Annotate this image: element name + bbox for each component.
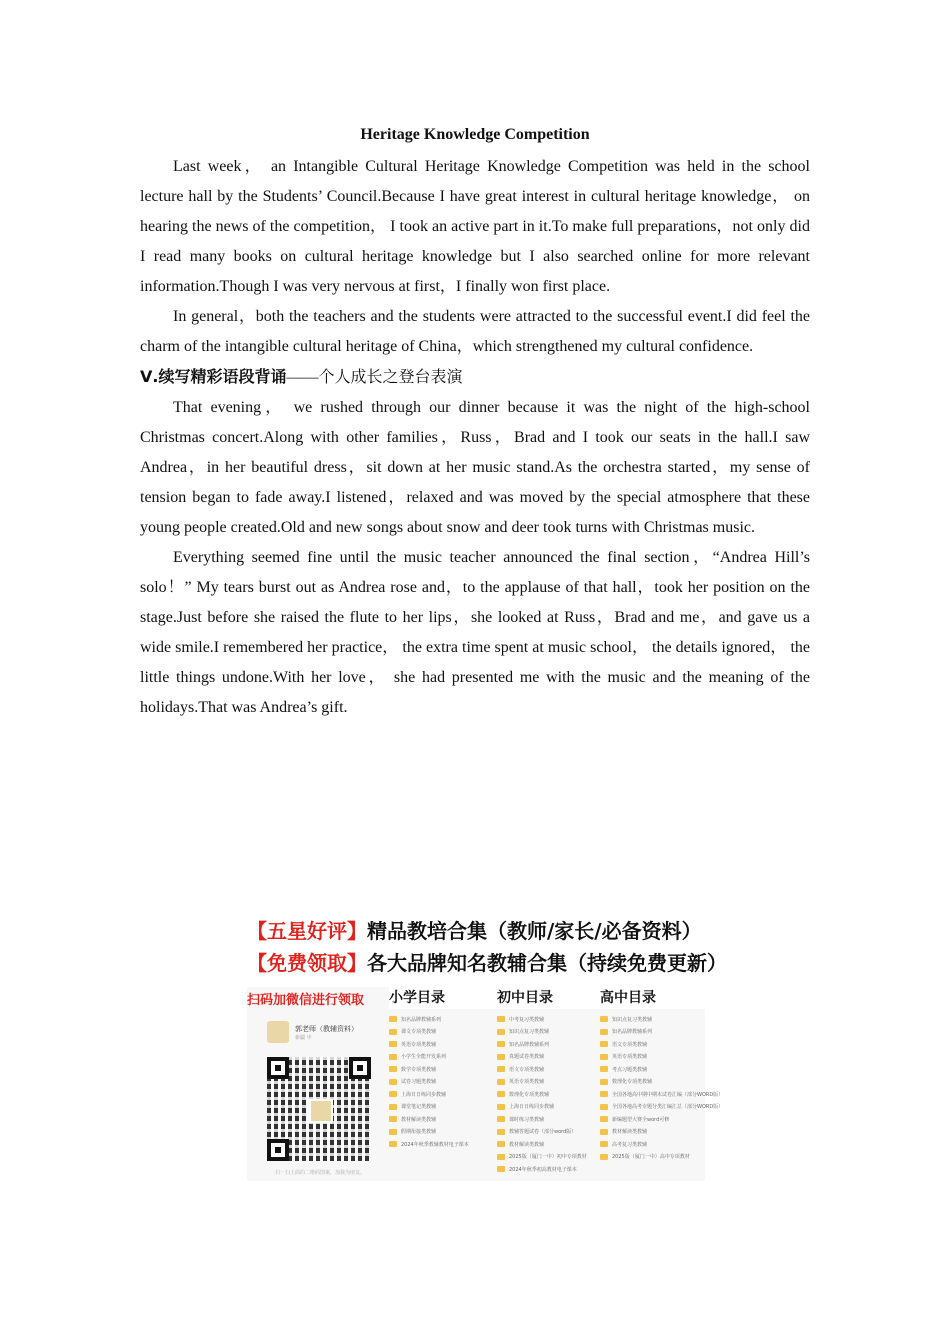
folder-label: 知名品牌教辅系列 <box>509 1041 550 1048</box>
folder-item[interactable] <box>497 1051 600 1064</box>
folder-label: 教材解读类教辅 <box>401 1116 437 1123</box>
folder-list <box>600 1009 724 1181</box>
folder-label: 教材解读类教辅 <box>509 1141 545 1148</box>
folder-item[interactable] <box>497 1126 600 1139</box>
qr-finder-top-left <box>267 1057 289 1079</box>
qr-finder-top-right <box>349 1057 371 1079</box>
folder-label: 上海日日练同步教辅 <box>401 1091 447 1098</box>
folder-item[interactable] <box>497 1088 600 1101</box>
folder-item[interactable] <box>497 1038 600 1051</box>
folder-icon <box>389 1029 397 1035</box>
folder-icon <box>497 1154 505 1160</box>
folder-icon <box>600 1054 608 1060</box>
folder-item[interactable] <box>389 1113 497 1126</box>
folder-list <box>497 1009 600 1181</box>
column-heading: 初中目录 <box>497 990 553 1006</box>
avatar <box>267 1021 289 1043</box>
folder-icon <box>600 1041 608 1047</box>
folder-icon <box>497 1141 505 1147</box>
folder-icon <box>497 1129 505 1135</box>
folder-label: 英语专项类教辅 <box>509 1079 545 1086</box>
folder-label: 数理化专项类教辅 <box>509 1091 550 1098</box>
folder-item[interactable] <box>497 1063 600 1076</box>
folder-label: 数理化专项类教辅 <box>612 1079 653 1086</box>
folder-icon <box>600 1104 608 1110</box>
promo-banner <box>247 915 727 1181</box>
folder-icon <box>497 1041 505 1047</box>
scan-label: 扫码加微信进行领取 <box>247 993 365 1008</box>
folder-label: 小学生全能开发系列 <box>401 1054 447 1061</box>
folder-icon <box>497 1079 505 1085</box>
folder-item[interactable] <box>389 1051 497 1064</box>
qr-hint: 扫一扫上面的二维码图案，加我为朋友。 <box>275 1170 366 1176</box>
folder-label: 知名品牌教辅系列 <box>612 1029 653 1036</box>
folder-item[interactable] <box>600 1038 705 1051</box>
folder-icon <box>600 1141 608 1147</box>
folder-icon <box>389 1016 397 1022</box>
folder-label: 中考复习类教辅 <box>509 1016 545 1023</box>
paragraph: Last week， an Intangible Cultural Heritage Knowledge Competition was held in the school lecture hall by the Students’ Council.Because I have great interest in cultural heritage knowledge， on hearing the news of the competition， I took an active part in it.To make full preparations，not only did I read many books on cultural heritage knowledge but I also searched online for more relevant information.Though I was very nervous at first，I finally won first place. <box>140 158 810 295</box>
folder-item[interactable] <box>497 1101 600 1114</box>
folder-item[interactable] <box>600 1088 724 1101</box>
folder-label: 数学专项类教辅 <box>401 1066 437 1073</box>
folder-item[interactable] <box>600 1076 705 1089</box>
folder-label: 知识点复习类教辅 <box>612 1016 653 1023</box>
folder-label: 2024年秋季教辅教材电子课本 <box>401 1141 469 1148</box>
folder-label: 语文专项类教辅 <box>612 1041 648 1048</box>
folder-icon <box>497 1066 505 1072</box>
folder-item[interactable] <box>497 1138 600 1151</box>
folder-item[interactable] <box>600 1151 705 1164</box>
column-high <box>600 987 724 1181</box>
paragraph: Everything seemed fine until the music teacher announced the final section，“Andrea Hill’s solo！” My tears burst out as Andrea rose and，to the applause of that hall，took her position on the stage.Just before she raised the flute to her lips，she looked at Russ，Brad and me，and gave us a wide smile.I remembered her practice， the extra time spent at music school， the details ignored， the little things undone.With her love， she had presented me with the music and the meaning of the holidays.That was Andrea’s gift. <box>140 549 810 716</box>
folder-item[interactable] <box>600 1051 705 1064</box>
document-body <box>140 124 810 723</box>
folder-label: 2025版（厦门一中）高中专项教材 <box>612 1154 690 1161</box>
folder-icon <box>497 1116 505 1122</box>
folder-label: 教材解读类教辅 <box>612 1129 648 1136</box>
contact-region: 新疆 中 <box>295 1034 312 1041</box>
section-heading-bold: Ⅴ.续写精彩语段背诵 <box>140 367 287 386</box>
folder-item[interactable] <box>389 1126 497 1139</box>
folder-item[interactable] <box>389 1076 497 1089</box>
paragraph: That evening， we rushed through our dinner because it was the night of the high-school Christmas concert.Along with other families，Russ，Brad and I took our seats in the hall.I saw Andrea，in her beautiful dress，sit down at her music stand.As the orchestra started，my sense of tension began to fade away.I listened，relaxed and was moved by the special atmosphere that these young people created.Old and new songs about snow and deer took turns with Christmas music. <box>140 399 810 536</box>
folder-icon <box>389 1141 397 1147</box>
folder-label: 英语专项类教辅 <box>612 1054 648 1061</box>
folder-item[interactable] <box>389 1101 497 1114</box>
folder-label: 课时练习类教辅 <box>509 1116 545 1123</box>
qr-center-logo <box>309 1099 333 1123</box>
folder-label: 上海日日练同步教辅 <box>509 1104 555 1111</box>
folder-icon <box>600 1116 608 1122</box>
folder-icon <box>600 1066 608 1072</box>
folder-item[interactable] <box>497 1013 600 1026</box>
folder-label: 课文专项类教辅 <box>401 1029 437 1036</box>
folder-label: 考点习题类教辅 <box>612 1066 648 1073</box>
folder-item[interactable] <box>389 1013 497 1026</box>
folder-label: 高考复习类教辅 <box>612 1141 648 1148</box>
promo-text-1: 精品教培合集（教师/家长/必备资料） <box>367 919 702 943</box>
folder-label: 全国各地高考专题分类汇编汇总（部分WORD版） <box>612 1104 724 1111</box>
promo-line-2 <box>247 947 727 979</box>
promo-red-label-1: 【五星好评】 <box>247 919 367 943</box>
folder-item[interactable] <box>497 1026 600 1039</box>
folder-list <box>389 1009 497 1181</box>
folder-label: 假期衔接类教辅 <box>401 1129 437 1136</box>
folder-icon <box>389 1091 397 1097</box>
folder-icon <box>497 1091 505 1097</box>
qr-finder-bottom-left <box>267 1139 289 1161</box>
column-primary <box>389 987 497 1181</box>
paragraph: In general，both the teachers and the students were attracted to the successful event.I did feel the charm of the intangible cultural heritage of China，which strengthened my cultural confidence. <box>140 308 811 355</box>
folder-icon <box>389 1066 397 1072</box>
folder-label: 真题试卷类教辅 <box>509 1054 545 1061</box>
folder-item[interactable] <box>600 1113 705 1126</box>
folder-label: 新编题型大赛全word可修 <box>612 1116 670 1123</box>
folder-item[interactable] <box>497 1163 600 1176</box>
folder-item[interactable] <box>600 1026 705 1039</box>
wechat-card <box>247 987 389 1181</box>
folder-item[interactable] <box>600 1013 705 1026</box>
folder-label: 英语专项类教辅 <box>401 1041 437 1048</box>
folder-item[interactable] <box>600 1101 724 1114</box>
folder-item[interactable] <box>389 1088 497 1101</box>
folder-icon <box>497 1029 505 1035</box>
folder-icon <box>600 1154 608 1160</box>
folder-icon <box>600 1129 608 1135</box>
column-heading: 高中目录 <box>600 990 656 1006</box>
folder-icon <box>389 1054 397 1060</box>
folder-item[interactable] <box>389 1138 497 1151</box>
folder-icon <box>600 1079 608 1085</box>
folder-item[interactable] <box>497 1076 600 1089</box>
folder-icon <box>497 1016 505 1022</box>
folder-label: 试卷习题类教辅 <box>401 1079 437 1086</box>
folder-icon <box>497 1054 505 1060</box>
folder-icon <box>600 1029 608 1035</box>
folder-label: 知名品牌教辅系列 <box>401 1016 442 1023</box>
folder-item[interactable] <box>389 1026 497 1039</box>
folder-icon <box>497 1104 505 1110</box>
document-title: Heritage Knowledge Competition <box>360 126 590 143</box>
folder-icon <box>389 1104 397 1110</box>
folder-item[interactable] <box>389 1063 497 1076</box>
column-heading: 小学目录 <box>389 990 445 1006</box>
folder-icon <box>389 1116 397 1122</box>
column-middle <box>497 987 600 1181</box>
contact-name: 郭老师（教辅资料） <box>295 1024 358 1033</box>
section-heading <box>140 362 810 393</box>
folder-item[interactable] <box>389 1038 497 1051</box>
folder-icon <box>600 1091 608 1097</box>
folder-item[interactable] <box>600 1063 705 1076</box>
folder-icon <box>389 1041 397 1047</box>
folder-label: 教辅答题试卷（部分word版） <box>509 1129 577 1136</box>
folder-item[interactable] <box>600 1138 705 1151</box>
folder-label: 全国各地高中期中期末试卷汇编（部分WORD版） <box>612 1091 724 1098</box>
folder-item[interactable] <box>600 1126 705 1139</box>
promo-text-2: 各大品牌知名教辅合集（持续免费更新） <box>367 951 727 975</box>
folder-item[interactable] <box>497 1113 600 1126</box>
contact-info <box>267 1021 358 1043</box>
section-heading-rest: ——个人成长之登台表演 <box>286 369 463 386</box>
folder-item[interactable] <box>497 1151 600 1164</box>
folder-icon <box>389 1079 397 1085</box>
folder-icon <box>497 1166 505 1172</box>
promo-line-1 <box>247 915 705 947</box>
promo-red-label-2: 【免费领取】 <box>247 951 367 975</box>
folder-label: 课堂笔记类教辅 <box>401 1104 437 1111</box>
folder-label: 语文专项类教辅 <box>509 1066 545 1073</box>
folder-icon <box>600 1016 608 1022</box>
promo-columns <box>247 987 724 1181</box>
folder-label: 2025版（厦门一中）初中专项教材 <box>509 1154 587 1161</box>
folder-icon <box>389 1129 397 1135</box>
folder-label: 2024年秋季初高教材电子课本 <box>509 1166 577 1173</box>
folder-label: 知识点复习类教辅 <box>509 1029 550 1036</box>
